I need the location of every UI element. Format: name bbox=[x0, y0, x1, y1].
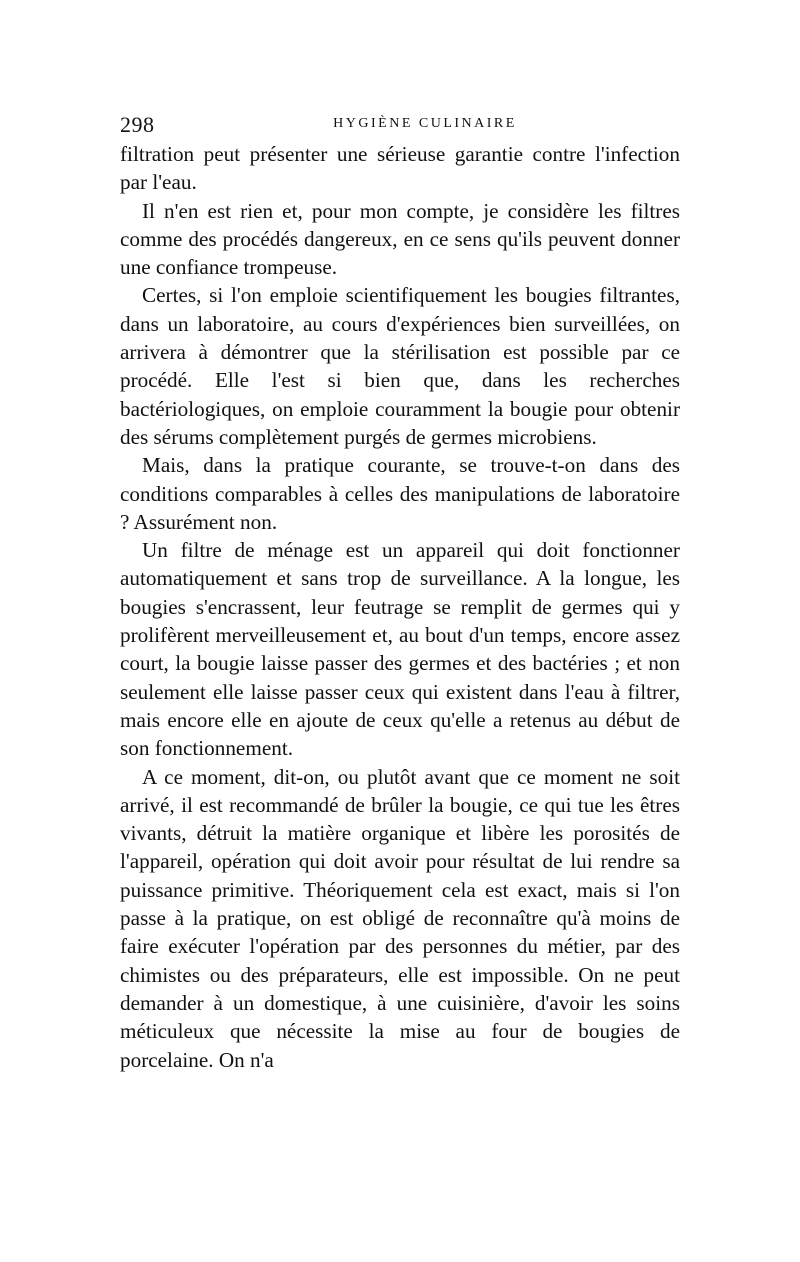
paragraph: Mais, dans la pratique courante, se trouve-t-on dans des conditions comparables à celles des manipulations de laboratoire ? Assurément non. bbox=[120, 453, 680, 534]
page-number: 298 bbox=[120, 112, 155, 137]
paragraph: Il n'en est rien et, pour mon compte, je considère les filtres comme des procédés dangereux, en ce sens qu'ils peuvent donner une confiance trompeuse. bbox=[120, 198, 680, 280]
paragraph: Un filtre de ménage est un appareil qui doit fonctionner automatiquement et sans trop de surveillance. A la longue, les bougies s'encrassent, leur feutrage se remplit de germes qui y prolifèrent merveilleusement et, au bout d'un temps, encore assez court, la bougie laisse passer des germes et des bactéries ; et non seulement elle laisse passer ceux qui existent dans l'eau à filtrer, mais encore elle en ajoute de ceux qu'elle a retenus au début de son fonctionnement. bbox=[120, 538, 680, 761]
body-text bbox=[120, 140, 680, 1074]
paragraph-continuation: filtration peut présenter une sérieuse garantie contre l'infection par l'eau. bbox=[120, 142, 680, 195]
page-header bbox=[120, 112, 680, 136]
paragraph: Certes, si l'on emploie scientifiquement les bougies filtrantes, dans un laboratoire, au cours d'expériences bien surveillées, on arrivera à démontrer que la stérilisation est possible par ce procédé. Elle l'est si bien que, dans les recherches bactériologiques, on emploie couramment la bougie pour obtenir des sérums complètement purgés de germes microbiens. bbox=[120, 283, 680, 449]
running-title: HYGIÈNE CULINAIRE bbox=[333, 116, 517, 131]
paragraph: A ce moment, dit-on, ou plutôt avant que ce moment ne soit arrivé, il est recommandé de brûler la bougie, ce qui tue les êtres vivants, détruit la matière organique et libère les porosités de l'appareil, opération qui doit avoir pour résultat de lui rendre sa puissance primitive. Théoriquement cela est exact, mais si l'on passe à la pratique, on est obligé de reconnaître qu'à moins de faire exécuter l'opération par des personnes du métier, par des chimistes ou des préparateurs, elle est impossible. On ne peut demander à un domestique, à une cuisinière, d'avoir les soins méticuleux que nécessite la mise au four de bougies de porcelaine. On n'a bbox=[120, 764, 680, 1072]
